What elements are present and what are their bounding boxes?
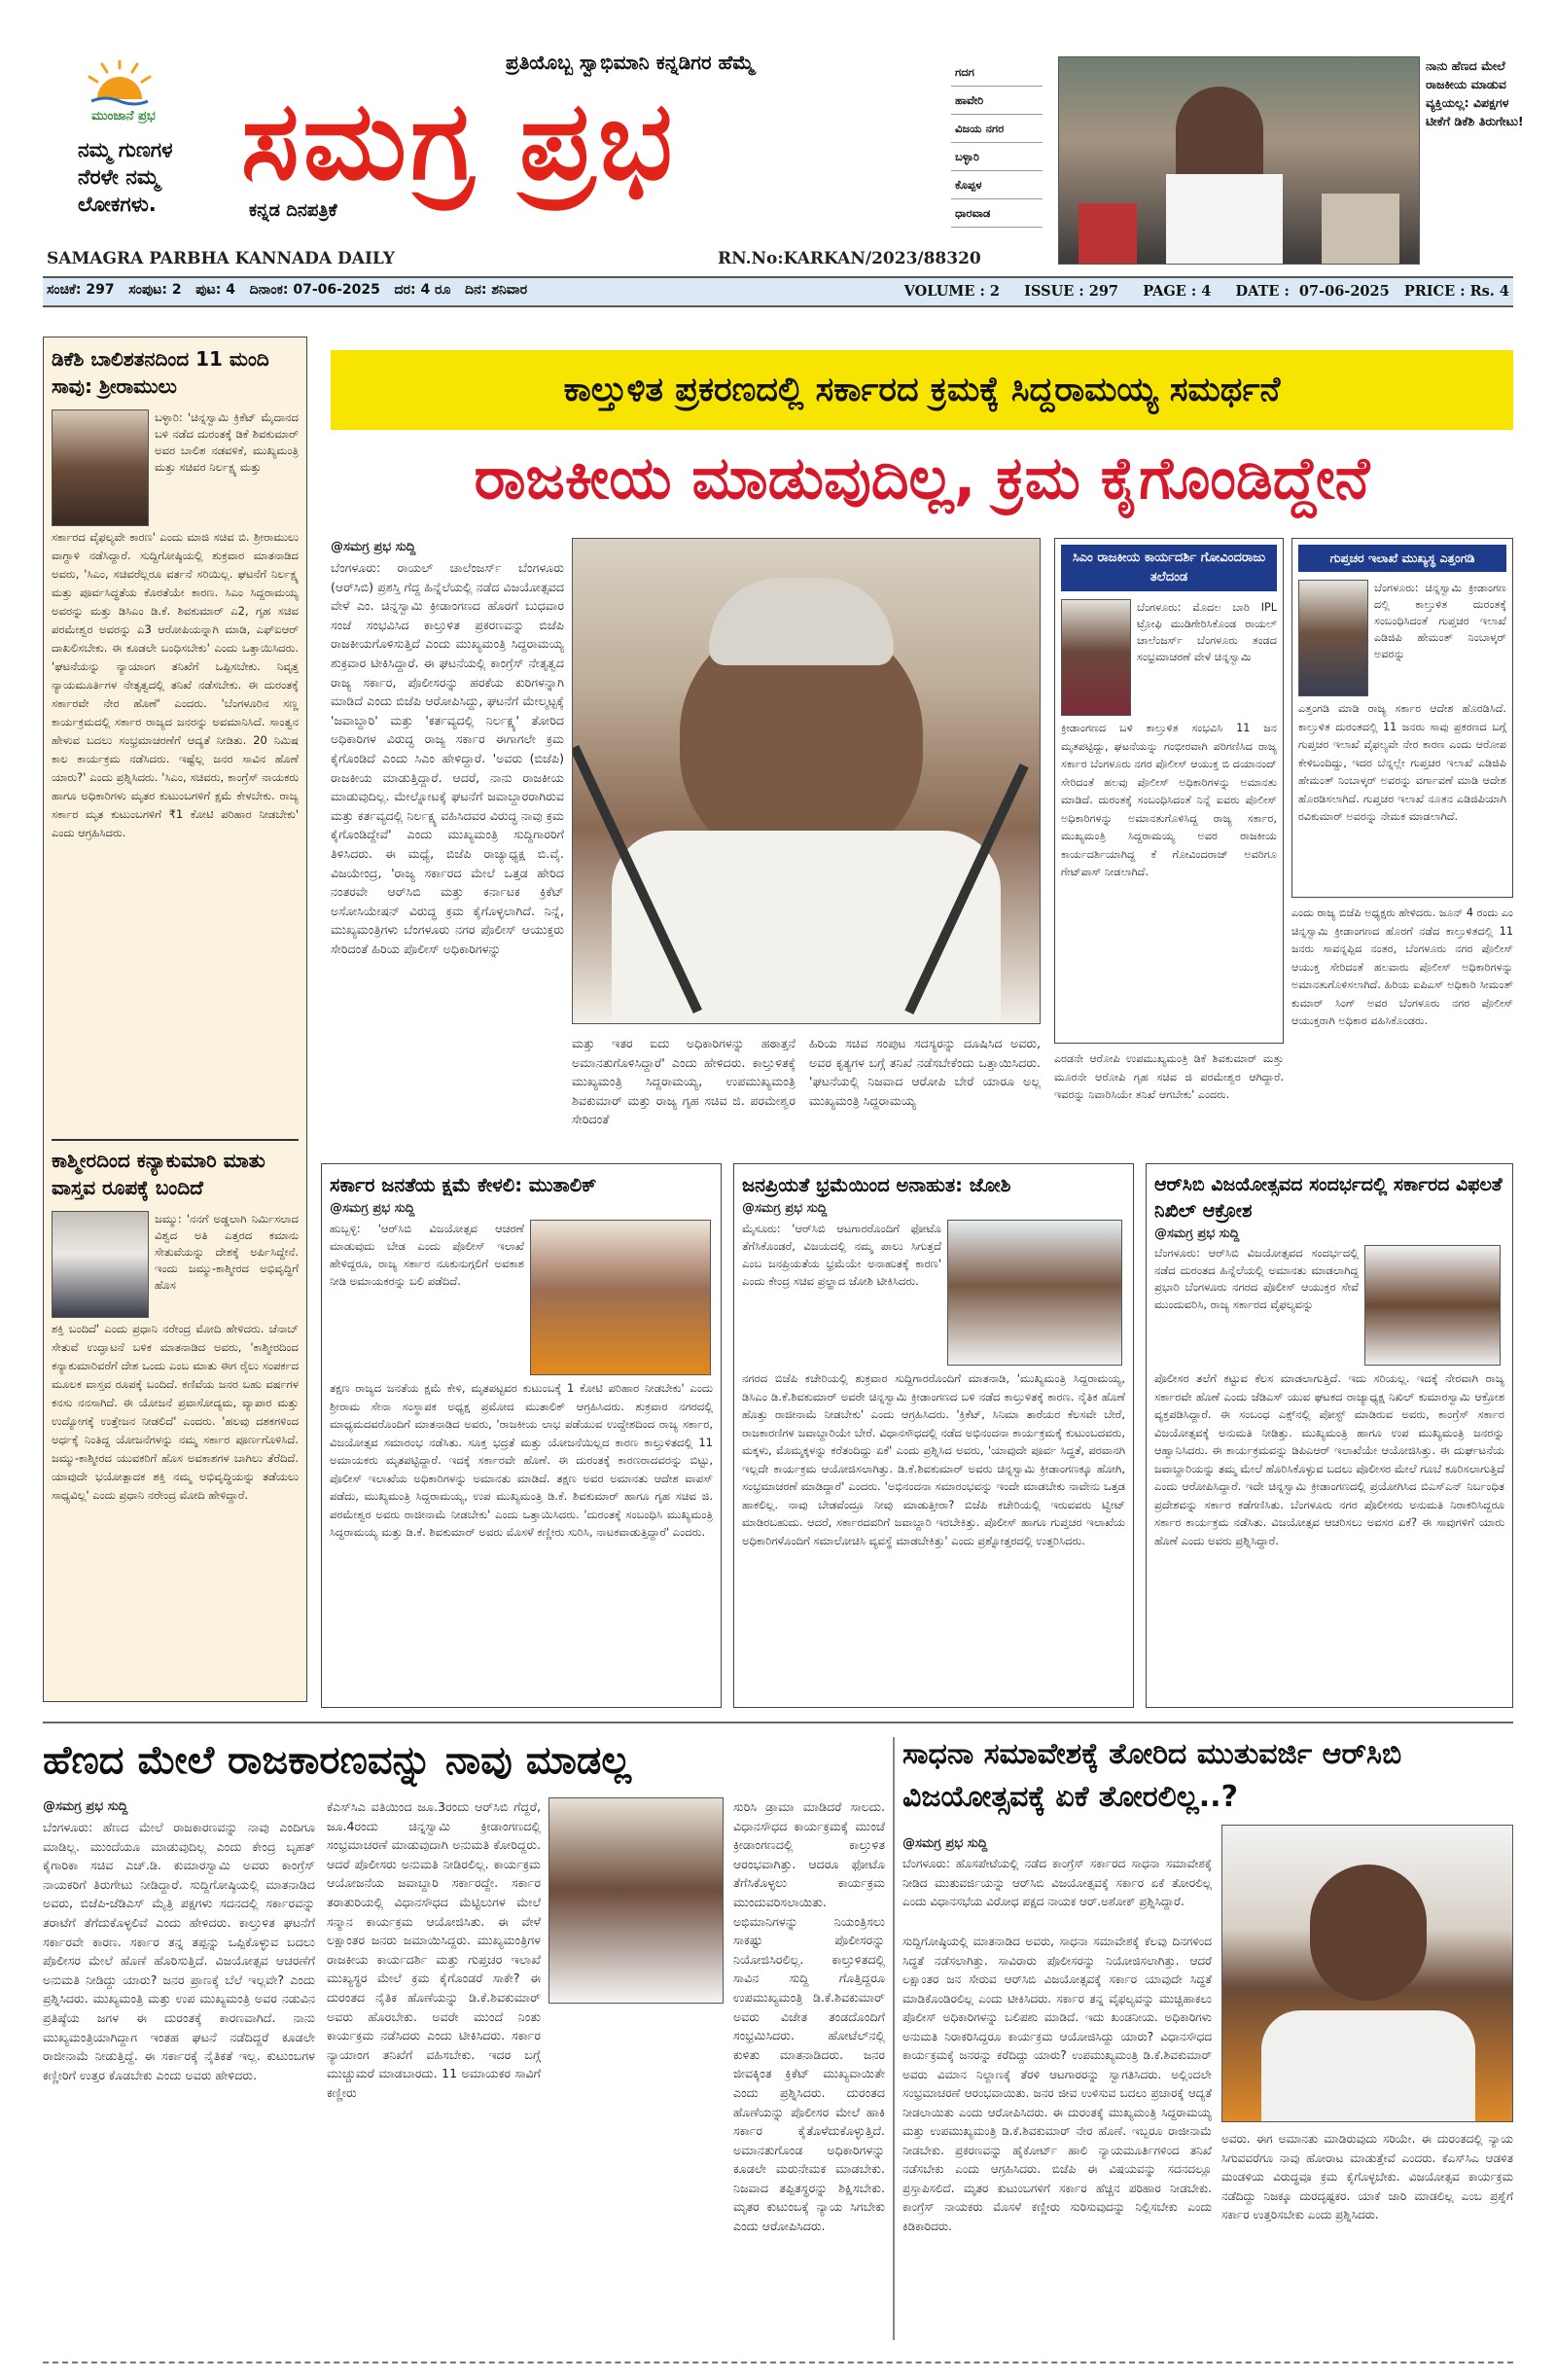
joshi-photo (947, 1220, 1122, 1366)
masthead (0, 0, 1556, 277)
story-joshi (733, 1163, 1134, 1708)
ear-caption: ನಾನು ಹೆಣದ ಮೇಲೆ ರಾಜಕೀಯ ಮಾಡುವ ವ್ಯಕ್ತಿಯಲ್ಲ: ವಿಪಕ್ಷಗಳ ಟೀಕೆಗೆ ಡಿಕೆಶಿ ತಿರುಗೇಟು! (1426, 58, 1524, 128)
paper-subtitle: ಕನ್ನಡ ದಿನಪತ್ರಿಕೆ (249, 200, 337, 221)
nikhil-photo (1364, 1245, 1501, 1366)
ashok-intro: ಬೆಂಗಳೂರು: ಹೊಸಪೇಟೆಯಲ್ಲಿ ನಡೆದ ಕಾಂಗ್ರೆಸ್ ಸರ್ಕಾರದ ಸಾಧನಾ ಸಮಾವೇಶಕ್ಕೆ ನೀಡಿದ ಮುತುವರ್ಜಿಯನ್ನು ಆರ್‌ಸಿಬಿ ವಿಜಯೋತ್ಸವಕ್ಕೆ ಸರ್ಕಾರ ಏಕೆ ತೋರಲಿಲ್ಲ ಎಂದು ವಿಧಾನಸಭೆಯ ವಿರೋಧ ಪಕ್ಷದ ನಾಯಕ ಆರ್.ಅಶೋಕ್ ಪ್ರಶ್ನಿಸಿದ್ದಾರೆ. (902, 1857, 1212, 1908)
govindaraju-photo (1061, 599, 1131, 716)
story-muthalik (321, 1163, 722, 1708)
ashok-tail: ಅವರು. ಈಗ ಅಮಾನತು ಮಾಡಿರುವುದು ಸರಿಯೇ. ಈ ದುರಂತದಲ್ಲಿ ನ್ಯಾಯ ಸಿಗುವವರೆಗೂ ನಾವು ಹೋರಾಟ ಮಾಡುತ್ತೇವೆ ಎಂದರು. ಕೆಎಸ್‌ಸಿಎ ಆಡಳಿತ ಮಂಡಳಿಯ ವಿರುದ್ಧವೂ ಕ್ರಮ ಕೈಗೊಳ್ಳಬೇಕು. ವಿಜಯೋತ್ಸವ ಕಾರ್ಯಕ್ರಮ ನಡೆದಿದ್ದು ನಿಜಕ್ಕೂ ದುರದೃಷ್ಟಕರ. ಯಾಕೆ ಜಾರಿ ಮಾಡಲಿಲ್ಲ ಎಂಬ ಪ್ರಶ್ನೆಗೆ ಸರ್ಕಾರ ಉತ್ತರಿಸಬೇಕು ಎಂದು ಪ್ರಶ್ನಿಸಿದರು. (1221, 2132, 1513, 2221)
nikhil-body: ಪೊಲೀಸರ ತಲೆಗೆ ಕಟ್ಟುವ ಕೆಲಸ ಮಾಡಲಾಗುತ್ತಿದೆ. ಇದು ಸರಿಯಲ್ಲ. ಇದಕ್ಕೆ ನೇರವಾಗಿ ರಾಜ್ಯ ಸರ್ಕಾರವೇ ಹೊಣೆ ಎಂದು ಜೆಡಿಎಸ್ ಯುವ ಘಟಕದ ರಾಜ್ಯಾಧ್ಯಕ್ಷ ನಿಖಿಲ್ ಕುಮಾರಸ್ವಾಮಿ ಆಕ್ರೋಶ ವ್ಯಕ್ತಪಡಿಸಿದ್ದಾರೆ. ಈ ಸಂಬಂಧ ಎಕ್ಸ್‌ನಲ್ಲಿ ಪೋಸ್ಟ್ ಮಾಡಿರುವ ಅವರು, ಕಾಂಗ್ರೆಸ್ ಸರ್ಕಾರ ವಿಜಯೋತ್ಸವಕ್ಕೆ ಅನುಮತಿ ನೀಡಿತ್ತು. ಮುಖ್ಯಮಂತ್ರಿ ಹಾಗೂ ಉಪ ಮುಖ್ಯಮಂತ್ರಿ ಜನರನ್ನು ಆಹ್ವಾನಿಸಿದರು. ಈ ಕಾರ್ಯಕ್ರಮವನ್ನು ಡಿಪಿಎಆರ್ ಇಲಾಖೆಯೇ ಆಯೋಜಿಸಿತ್ತು. ಈ ದುರ್ಘಟನೆಯ ಜವಾಬ್ದಾರಿಯನ್ನು ತಮ್ಮ ಮೇಲೆ ಹೊರಿಸಿಕೊಳ್ಳುವ ಬದಲು ಪೊಲೀಸರ ಮೇಲೆ ಗೂಬೆ ಕೂರಿಸಲಾಗುತ್ತಿದೆ ಎಂದು ಆರೋಪಿಸಿದ್ದಾರೆ. ಇದೇ ಚಿನ್ನಸ್ವಾಮಿ ಕ್ರೀಡಾಂಗಣದಲ್ಲಿ ಪ್ರಯೋಗಿಸಿದ ಬಿಎಸ್‌ಎನ್ ನಿರ್ಬಂಧಿತ ಪ್ರದೇಶವನ್ನು ಸರ್ಕಾರ ಕಡೆಗಣಿಸಿತು. ಬೆಂಗಳೂರು ನಗರ ಪೊಲೀಸರು ಅನುಮತಿ ನಿರಾಕರಿಸಿದ್ದರೂ ಸರ್ಕಾರ ಕಾರ್ಯಕ್ರಮ ನಡೆಸಿತು. ವಿಜಯೋತ್ಸವ ಆಚರಿಸಲು ಅವಸರ ಏಕೆ? ಈ ಸಾವುಗಳಿಗೆ ಯಾರು ಹೊಣೆ ಎಂದು ಅವರು ಪ್ರಶ್ನಿಸಿದ್ದಾರೆ. (1154, 1371, 1504, 1547)
city-item: ಹಾವೇರಿ (951, 87, 1043, 115)
sun-logo-icon (86, 60, 154, 109)
muthalik-intro: ಹುಬ್ಬಳ್ಳಿ: 'ಆರ್‌ಸಿಬಿ ವಿಜಯೋತ್ಸವ ಆಚರಣೆ ಮಾಡುವುದು ಬೇಡ ಎಂದು ಪೊಲೀಸ್ ಇಲಾಖೆ ಹೇಳಿದ್ದರೂ, ರಾಜ್ಯ ಸರ್ಕಾರ ನೂಕುನುಗ್ಗಲಿಗೆ ಅವಕಾಶ ನೀಡಿ ಅಮಾಯಕರನ್ನು ಬಲಿ ಪಡೆದಿದೆ. (330, 1222, 524, 1288)
muthalik-photo (530, 1220, 711, 1375)
nikhil-byline: @ಸಮಗ್ರ ಪ್ರಭ ಸುದ್ದಿ (1154, 1226, 1240, 1241)
muthalik-body: ತಕ್ಷಣ ರಾಜ್ಯದ ಜನತೆಯ ಕ್ಷಮೆ ಕೇಳಿ, ಮೃತಪಟ್ಟವರ ಕುಟುಂಬಕ್ಕೆ 1 ಕೋಟಿ ಪರಿಹಾರ ನೀಡಬೇಕು' ಎಂದು ಶ್ರೀರಾಮ ಸೇನಾ ಸಂಸ್ಥಾಪಕ ಅಧ್ಯಕ್ಷ ಪ್ರಮೋದ ಮುತಾಲಿಕ್ ಆಗ್ರಹಿಸಿದರು. ಶುಕ್ರವಾರ ನಗರದಲ್ಲಿ ಮಾಧ್ಯಮದವರೊಂದಿಗೆ ಮಾತನಾಡಿದ ಅವರು, 'ರಾಜಕೀಯ ಲಾಭ ಪಡೆಯುವ ಉದ್ದೇಶದಿಂದ ರಾಜ್ಯ ಸರ್ಕಾರ, ವಿಜಯೋತ್ಸವ ಸಮಾರಂಭ ನಡೆಸಿತು. ಸೂಕ್ತ ಭದ್ರತೆ ಮತ್ತು ಯೋಜನೆಯಿಲ್ಲದ ಕಾರಣ ಕಾಲ್ತುಳಿತದಲ್ಲಿ 11 ಅಮಾಯಕರು ಮೃತಪಟ್ಟಿದ್ದಾರೆ. ಇದಕ್ಕೆ ಸರ್ಕಾರವೇ ಹೊಣೆ. ಈ ದುರಂತಕ್ಕೆ ಕಾರಣರಾದವರನ್ನು ಬಿಟ್ಟು, ಪೊಲೀಸ್ ಇಲಾಖೆಯ ಅಧಿಕಾರಿಗಳನ್ನು ಅಮಾನತು ಮಾಡಿದೆ. ತಕ್ಷಣ ಅವರ ಅಮಾನತು ಆದೇಶ ವಾಪಸ್ ಪಡೆದು, ಮುಖ್ಯಮಂತ್ರಿ ಸಿದ್ದರಾಮಯ್ಯ, ಉಪ ಮುಖ್ಯಮಂತ್ರಿ ಡಿ.ಕೆ. ಶಿವಕುಮಾರ್ ಹಾಗೂ ಗೃಹ ಸಚಿವ ಜಿ. ಪರಮೇಶ್ವರ ಅವರು ರಾಜೀನಾಮೆ ನೀಡಬೇಕು' ಎಂದು ಒತ್ತಾಯಿಸಿದರು. 'ದುರಂತಕ್ಕೆ ಸಂಬಂಧಿಸಿ ಮುಖ್ಯಮಂತ್ರಿ ಸಿದ್ದರಾಮಯ್ಯ ಮತ್ತು ಡಿ.ಕೆ. ಶಿವಕುಮಾರ್ ಅವರು ಮೊಸಳೆ ಕಣ್ಣೀರು ಸುರಿಸಿ, ನಾಟಕವಾಡುತ್ತಿದ್ದಾರೆ' ಎಂದರು. (330, 1381, 713, 1539)
sriramulu-photo (52, 409, 149, 526)
kumaraswamy-headline: ಹೆಣದ ಮೇಲೆ ರಾಜಕಾರಣವನ್ನು ನಾವು ಮಾಡಲ್ಲ (43, 1738, 632, 1783)
ashok-photo (1221, 1825, 1513, 2122)
lead-col1: ಬೆಂಗಳೂರು: ರಾಯಲ್ ಚಾಲೆಂಜರ್ಸ್ ಬೆಂಗಳೂರು (ಆರ್‌ಸಿಬಿ) ಪ್ರಶಸ್ತಿ ಗೆದ್ದ ಹಿನ್ನೆಲೆಯಲ್ಲಿ ನಡೆದ ವಿಜಯೋತ್ಸವದ ವೇಳೆ ಎಂ. ಚಿನ್ನಸ್ವಾಮಿ ಕ್ರೀಡಾಂಗಣದ ಹೊರಗೆ ಬುಧವಾರ ಸಂಜೆ ಸಂಭವಿಸಿದ ಕಾಲ್ತುಳಿತ ಪ್ರಕರಣವನ್ನು ಬಿಜೆಪಿ ರಾಜಕೀಯಗೊಳಿಸುತ್ತಿದೆ ಎಂದು ಮುಖ್ಯಮಂತ್ರಿ ಸಿದ್ದರಾಮಯ್ಯ ಶುಕ್ರವಾರ ಟೀಕಿಸಿದ್ದಾರೆ. ಈ ಘಟನೆಯಲ್ಲಿ ಕಾಂಗ್ರೆಸ್ ನೇತೃತ್ವದ ರಾಜ್ಯ ಸರ್ಕಾರ, ಪೊಲೀಸರನ್ನು ಹರಕೆಯ ಕುರಿಗಳನ್ನಾಗಿ ಮಾಡಿದೆ ಎಂದು ಬಿಜೆಪಿ ಆರೋಪಿಸಿದ್ದು, ಘಟನೆಗೆ ಮೇಲ್ಮಟ್ಟಕ್ಕೆ 'ಜವಾಬ್ದಾರಿ' ಮತ್ತು 'ಕರ್ತವ್ಯದಲ್ಲಿ ನಿರ್ಲಕ್ಷ್ಯ' ತೋರಿದ ಅಧಿಕಾರಿಗಳ ವಿರುದ್ಧ ರಾಜ್ಯ ಸರ್ಕಾರ ಈಗಾಗಲೇ ಕ್ರಮ ಕೈಗೊಂಡಿದೆ ಎಂದು ಸಿಎಂ ಹೇಳಿದ್ದಾರೆ. 'ಅವರು (ಬಿಜೆಪಿ) ರಾಜಕೀಯ ಮಾಡುತ್ತಿದ್ದಾರೆ. ಆದರೆ, ನಾನು ರಾಜಕೀಯ ಮಾಡುವುದಿಲ್ಲ. ಮೇಲ್ನೋಟಕ್ಕೆ ಘಟನೆಗೆ ಜವಾಬ್ದಾರರಾಗಿರುವ ಮತ್ತು ಕರ್ತವ್ಯದಲ್ಲಿ ನಿರ್ಲಕ್ಷ್ಯ ವಹಿಸಿದವರ ವಿರುದ್ಧ ನಾವು ಕ್ರಮ ಕೈಗೊಂಡಿದ್ದೇವೆ' ಎಂದು ಮುಖ್ಯಮಂತ್ರಿ ಸುದ್ದಿಗಾರರಿಗೆ ತಿಳಿಸಿದರು. ಈ ಮಧ್ಯೆ, ಬಿಜೆಪಿ ರಾಜ್ಯಾಧ್ಯಕ್ಷ ಬಿ.ವೈ. ವಿಜಯೇಂದ್ರ, 'ರಾಜ್ಯ ಸರ್ಕಾರದ ಮೇಲೆ ಒತ್ತಡ ಹೇರಿದ ನಂತರವೇ ಆರ್‌ಸಿಬಿ ಮತ್ತು ಕರ್ನಾಟಕ ಕ್ರಿಕೆಟ್ ಅಸೋಸಿಯೇಷನ್ ವಿರುದ್ಧ ಕ್ರಮ ಕೈಗೊಳ್ಳಲಾಗಿದೆ. ನಿನ್ನೆ, ಮುಖ್ಯಮಂತ್ರಿಗಳು ಬೆಂಗಳೂರು ನಗರ ಪೊಲೀಸ್ ಆಯುಕ್ತರು ಸೇರಿದಂತೆ ಹಿರಿಯ ಪೊಲೀಸ್ ಅಧಿಕಾರಿಗಳನ್ನು (331, 560, 564, 956)
nimbalkar-photo (1298, 580, 1368, 696)
rn-number: RN.No:KARKAN/2023/88320 (718, 249, 981, 268)
ashok-headline: ಸಾಧನಾ ಸಮಾವೇಶಕ್ಕೆ ತೋರಿದ ಮುತುವರ್ಜಿ ಆರ್‌ಸಿಬಿ ವಿಜಯೋತ್ಸವಕ್ಕೆ ಏಕೆ ತೋರಲಿಲ್ಲ..? (902, 1737, 1402, 1814)
ear-photo (1058, 56, 1420, 265)
joshi-body: ನಗರದ ಬಿಜೆಪಿ ಕಚೇರಿಯಲ್ಲಿ ಶುಕ್ರವಾರ ಸುದ್ದಿಗಾರರೊಂದಿಗೆ ಮಾತನಾಡಿ, 'ಮುಖ್ಯಮಂತ್ರಿ ಸಿದ್ದರಾಮಯ್ಯ, ಡಿಸಿಎಂ ಡಿ.ಕೆ.ಶಿವಕುಮಾರ್ ಅವರೇ ಚಿನ್ನಸ್ವಾಮಿ ಕ್ರೀಡಾಂಗಣದ ಬಳಿ ನಡೆದ ಕಾಲ್ತುಳಿತಕ್ಕೆ ಕಾರಣ. ನೈತಿಕ ಹೊಣೆ ಹೊತ್ತು ರಾಜೀನಾಮೆ ನೀಡಬೇಕು' ಎಂದು ಆಗ್ರಹಿಸಿದರು. 'ಕ್ರಿಕೆಟ್, ಸಿನಿಮಾ ತಾರೆಯರ ಕೆಲಸವೇ ಬೇರೆ, ರಾಜಕಾರಣಿಗಳ ಜವಾಬ್ದಾರಿಯೇ ಬೇರೆ. ವಿಧಾನಸೌಧದಲ್ಲಿ ನಡೆದ ಅಭಿನಂದನಾ ಕಾರ್ಯಕ್ರಮಕ್ಕೆ ಕುಟುಂಬದವರು, ಮಕ್ಕಳು, ಮೊಮ್ಮಕ್ಕಳನ್ನು ಕರೆತಂದಿದ್ದು ಏಕೆ' ಎಂದು ಪ್ರಶ್ನಿಸಿದ ಅವರು, 'ಯಾವುದೇ ಪೂರ್ವ ಸಿದ್ಧತೆ, ಪರವಾನಗಿ ಇಲ್ಲದೇ ಕಾರ್ಯಕ್ರಮ ಆಯೋಜಿಸಲಾಗಿತ್ತು. ಡಿ.ಕೆ.ಶಿವಕುಮಾರ್ ಅವರು ಚಿನ್ನಸ್ವಾಮಿ ಕ್ರೀಡಾಂಗಣಕ್ಕೂ ಹೋಗಿ, ಸಂಭ್ರಮಾಚರಣೆ ಮಾಡಿದ್ದಾರೆ' ಎಂದರು. 'ಅಭಿನಂದನಾ ಸಮಾರಂಭವನ್ನು ಇಂದೇ ಮಾಡಬೇಕು ನಾವೇನು ಒತ್ತಡ ಹಾಕಲಿಲ್ಲ. ನಾವು ಬೇಡವೆಂದ್ರೂ ನೀವು ಮಾಡುತ್ತೀರಾ? ಬಿಜೆಪಿ ಕಚೇರಿಯಲ್ಲಿ ಇರುವವರು ಟ್ವೀಟ್ ಮಾಡಿರಬಹುದು. ಆದರೆ, ಸರ್ಕಾರದವರಿಗೆ ಜವಾಬ್ದಾರಿ ಇರಬೇಕಿತ್ತು. ಪೊಲೀಸ್ ಹಾಗೂ ಗುಪ್ತಚರ ಇಲಾಖೆಯ ಅಧಿಕಾರಿಗಳೊಂದಿಗೆ ಸಮಾಲೋಚಿಸಿ ವ್ಯವಸ್ಥೆ ಮಾಡಬೇಕಿತ್ತು' ಎಂದು ಪ್ರಶ್ನೋತ್ತರದಲ್ಲಿ ಉತ್ತರಿಸಿದರು. (742, 1371, 1125, 1547)
lead-kicker-text: ಕಾಲ್ತುಳಿತ ಪ್ರಕರಣದಲ್ಲಿ ಸರ್ಕಾರದ ಕ್ರಮಕ್ಕೆ ಸಿದ್ದರಾಮಯ್ಯ ಸಮರ್ಥನೆ (563, 371, 1281, 409)
bottom-rule (43, 2362, 1513, 2363)
city-item: ಗದಗ (951, 58, 1043, 87)
side2-body: ಎತ್ತಂಗಡಿ ಮಾಡಿ ರಾಜ್ಯ ಸರ್ಕಾರ ಆದೇಶ ಹೊರಡಿಸಿದೆ. ಕಾಲ್ತುಳಿತ ದುರಂತದಲ್ಲಿ 11 ಜನರು ಸಾವು ಪ್ರಕರಣದ ಬಗ್ಗೆ ಗುಪ್ತಚರ ಇಲಾಖೆ ವೈಫಲ್ಯವೇ ನೇರ ಕಾರಣ ಎಂದು ಆರೋಪ ಕೇಳಿಬಂದಿದ್ದು, ಇದರ ಬೆನ್ನಲ್ಲೇ ಗುಪ್ತಚರ ಇಲಾಖೆ ಎಡಿಜಿಪಿ ಹೇಮಂತ್ ನಿಂಬಾಳ್ಕರ್ ಅವರನ್ನು ವರ್ಗಾವಣೆ ಮಾಡಿ ಆದೇಶ ಹೊರಡಿಸಲಾಗಿದೆ. ಗುಪ್ತಚರ ಇಲಾಖೆ ನೂತನ ಎಡಿಜಿಪಿಯಾಗಿ ರವಿಕುಮಾರ್ ಅವರನ್ನು ನೇಮಕ ಮಾಡಲಾಗಿದೆ. (1298, 702, 1506, 823)
kumaraswamy-col2: ಕೆಎಸ್‌ಸಿಎ ವತಿಯಿಂದ ಜೂ.3ರಂದು ಆರ್‌ಸಿಬಿ ಗೆದ್ದರೆ, ಜೂ.4ರಂದು ಚಿನ್ನಸ್ವಾಮಿ ಕ್ರೀಡಾಂಗಣದಲ್ಲಿ ಸಂಭ್ರಮಾಚರಣೆ ಮಾಡುವುದಾಗಿ ಅನುಮತಿ ಕೋರಿದ್ದರು. ಆದರೆ ಪೊಲೀಸರು ಅನುಮತಿ ನೀಡಿರಲಿಲ್ಲ. ಕಾರ್ಯಕ್ರಮ ಆಯೋಜನೆಯ ಜವಾಬ್ದಾರಿ ಸರ್ಕಾರದ್ದೇ. ಸರ್ಕಾರ ತರಾತುರಿಯಲ್ಲಿ ವಿಧಾನಸೌಧದ ಮೆಟ್ಟಿಲುಗಳ ಮೇಲೆ ಸನ್ಮಾನ ಕಾರ್ಯಕ್ರಮ ಆಯೋಜಿಸಿತು. ಈ ವೇಳೆ ಲಕ್ಷಾಂತರ ಜನರು ಜಮಾಯಿಸಿದ್ದರು. ಮುಖ್ಯಮಂತ್ರಿಗಳ ರಾಜಕೀಯ ಕಾರ್ಯದರ್ಶಿ ಮತ್ತು ಗುಪ್ತಚರ ಇಲಾಖೆ ಮುಖ್ಯಸ್ಥರ ಮೇಲೆ ಕ್ರಮ ಕೈಗೊಂಡರೆ ಸಾಕೇ? ಈ ದುರಂತದ ನೈತಿಕ ಹೊಣೆಯನ್ನು ಡಿ.ಕೆ.ಶಿವಕುಮಾರ್ ಅವರು ಹೊರಬೇಕು. ಅವರೇ ಮುಂದೆ ನಿಂತು ಕಾರ್ಯಕ್ರಮ ನಡೆಸಿದರು ಎಂದು ಟೀಕಿಸಿದರು. ಸರ್ಕಾರ ನ್ಯಾಯಾಂಗ ತನಿಖೆಗೆ ವಹಿಸಬೇಕು. ಇದರ ಬಗ್ಗೆ ಮುಚ್ಚುಮರೆ ಮಾಡಬಾರದು. 11 ಅಮಾಯಕರ ಸಾವಿಗೆ ಕಣ್ಣೀರು (327, 1799, 541, 2100)
city-item: ಧಾರವಾಡ (951, 199, 1043, 228)
kumaraswamy-col1: ಬೆಂಗಳೂರು: ಹೆಣದ ಮೇಲೆ ರಾಜಕಾರಣವನ್ನು ನಾವು ಎಂದಿಗೂ ಮಾಡಿಲ್ಲ. ಮುಂದೆಯೂ ಮಾಡುವುದಿಲ್ಲ ಎಂದು ಕೇಂದ್ರ ಬೃಹತ್ ಕೈಗಾರಿಕಾ ಸಚಿವ ಎಚ್.ಡಿ. ಕುಮಾರಸ್ವಾಮಿ ಅವರು ಕಾಂಗ್ರೆಸ್ ನಾಯಕರಿಗೆ ತಿರುಗೇಟು ನೀಡಿದ್ದಾರೆ. ಸುದ್ದಿಗೋಷ್ಠಿಯಲ್ಲಿ ಮಾತನಾಡಿದ ಅವರು, ಬಿಜೆಪಿ-ಜೆಡಿಎಸ್ ಮೈತ್ರಿ ಪಕ್ಷಗಳು ಸದನದಲ್ಲಿ ಸರ್ಕಾರವನ್ನು ತರಾಟೆಗೆ ತೆಗೆದುಕೊಳ್ಳಲಿವೆ ಎಂದು ಹೇಳಿದರು. ಕಾಲ್ತುಳಿತ ಘಟನೆಗೆ ಸರ್ಕಾರವೇ ಕಾರಣ. ಸರ್ಕಾರ ತನ್ನ ತಪ್ಪನ್ನು ಒಪ್ಪಿಕೊಳ್ಳುವ ಬದಲು ಪೊಲೀಸರ ಮೇಲೆ ಹೊಣೆ ಹೊರಿಸುತ್ತಿದೆ. ವಿಜಯೋತ್ಸವ ಆಚರಣೆಗೆ ಅನುಮತಿ ನೀಡಿದ್ದು ಯಾರು? ಜನರ ಪ್ರಾಣಕ್ಕೆ ಬೆಲೆ ಇಲ್ಲವೇ? ಎಂದು ಪ್ರಶ್ನಿಸಿದರು. ಮುಖ್ಯಮಂತ್ರಿ ಮತ್ತು ಉಪ ಮುಖ್ಯಮಂತ್ರಿ ಅವರ ನಡುವಿನ ಪ್ರತಿಷ್ಠೆಯ ಜಗಳ ಈ ದುರಂತಕ್ಕೆ ಕಾರಣವಾಗಿದೆ. ನಾನು ಮುಖ್ಯಮಂತ್ರಿಯಾಗಿದ್ದಾಗ ಇಂತಹ ಘಟನೆ ನಡೆದಿದ್ದರೆ ಕೂಡಲೇ ರಾಜೀನಾಮೆ ನೀಡುತ್ತಿದ್ದೆ. ಈ ಸರ್ಕಾರಕ್ಕೆ ನೈತಿಕತೆ ಇಲ್ಲ. ಕುಟುಂಬಗಳ ಕಣ್ಣೀರಿಗೆ ಉತ್ತರ ಕೊಡಬೇಕು ಎಂದು ಅವರು ಹೇಳಿದರು. (43, 1820, 315, 2082)
lead-col5: ಎಂದು ರಾಜ್ಯ ಬಿಜೆಪಿ ಅಧ್ಯಕ್ಷರು ಹೇಳಿದರು. ಜೂನ್ 4 ರಂದು ಎಂ ಚಿನ್ನಸ್ವಾಮಿ ಕ್ರೀಡಾಂಗಣದ ಹೊರಗೆ ನಡೆದ ಕಾಲ್ತುಳಿತದಲ್ಲಿ 11 ಜನರು ಸಾವನ್ನಪ್ಪಿದ ನಂತರ, ಬೆಂಗಳೂರು ನಗರ ಪೊಲೀಸ್ ಆಯುಕ್ತ ಸೇರಿದಂತೆ ಹಲವಾರು ಪೊಲೀಸ್ ಅಧಿಕಾರಿಗಳನ್ನು ಅಮಾನತುಗೊಳಿಸಲಾಗಿದೆ. ಹಿರಿಯ ಐಪಿಎಸ್ ಅಧಿಕಾರಿ ಸೀಮಂತ್ ಕುಮಾರ್ ಸಿಂಗ್ ಅವರ ಬೆಂಗಳೂರು ನಗರ ಪೊಲೀಸ್ ಆಯುಕ್ತರಾಗಿ ಅಧಿಕಾರ ವಹಿಸಿಕೊಂಡರು. (1291, 906, 1513, 1027)
slogan: ನಮ್ಮ ಗುಣಗಳ ನೆರಳೇ ನಮ್ಮ ಲೋಕಗಳು. (78, 138, 173, 216)
left-column (43, 337, 307, 1702)
story1-headline: ಡಿಕೆಶಿ ಬಾಲಿಶತನದಿಂದ 11 ಮಂದಿ ಸಾವು: ಶ್ರೀರಾಮುಲು (52, 347, 269, 398)
kumaraswamy-byline: @ಸಮಗ್ರ ಪ್ರಭ ಸುದ್ದಿ (43, 1799, 128, 1814)
tagline: ಪ್ರತಿಯೊಬ್ಬ ಸ್ವಾಭಿಮಾನಿ ಕನ್ನಡಿಗರ ಹೆಮ್ಮೆ (506, 51, 755, 74)
story2-headline: ಕಾಶ್ಮೀರದಿಂದ ಕನ್ಯಾಕುಮಾರಿ ಮಾತು ವಾಸ್ತವ ರೂಪಕ್ಕೆ ಬಂದಿದೆ (52, 1148, 265, 1199)
story-nikhil (1146, 1163, 1513, 1708)
logo-caption: ಮುಂಜಾನೆ ಪ್ರಭ (91, 109, 156, 124)
bottom-vdivider (893, 1737, 895, 2340)
side2-headline: ಗುಪ್ತಚರ ಇಲಾಖೆ ಮುಖ್ಯಸ್ಥ ಎತ್ತಂಗಡಿ (1298, 545, 1506, 572)
city-item: ಬಳ್ಳಾರಿ (951, 143, 1043, 171)
city-list (951, 58, 1043, 228)
joshi-byline: @ಸಮಗ್ರ ಪ್ರಭ ಸುದ್ದಿ (742, 1201, 828, 1216)
side-story-nimbalkar (1291, 538, 1513, 898)
side1-headline: ಸಿಎಂ ರಾಜಕೀಯ ಕಾರ್ಯದರ್ಶಿ ಗೋವಿಂದರಾಜು ತಲೆದಂಡ (1061, 545, 1277, 591)
info-bar-en: VOLUME : 2 ISSUE : 297 PAGE : 4 DATE : 07-06-2025 PRICE : Rs. 4 (903, 283, 1509, 300)
lead-col4: ಎರಡನೇ ಆರೋಪಿ ಉಪಮುಖ್ಯಮಂತ್ರಿ ಡಿಕೆ ಶಿವಕುಮಾರ್ ಮತ್ತು ಮೂರನೇ ಆರೋಪಿ ಗೃಹ ಸಚಿವ ಜಿ ಪರಮೇಶ್ವರ ಆಗಿದ್ದಾರೆ. ಇವರನ್ನು ನಿವಾರಿಸಿಯೇ ತನಿಖೆ ಆಗಬೇಕು' ಎಂದರು. (1054, 1052, 1284, 1101)
kumaraswamy-col3: ಸುರಿಸಿ ಡ್ರಾಮಾ ಮಾಡಿದರೆ ಸಾಲದು. ವಿಧಾನಸೌಧದ ಕಾರ್ಯಕ್ರಮಕ್ಕೆ ಮುಂಚೆ ಕ್ರೀಡಾಂಗಣದಲ್ಲಿ ಕಾಲ್ತುಳಿತ ಆರಂಭವಾಗಿತ್ತು. ಆದರೂ ಫೋಟೊ ತೆಗೆಸಿಕೊಳ್ಳಲು ಕಾರ್ಯಕ್ರಮ ಮುಂದುವರಿಸಲಾಯಿತು. ಅಭಿಮಾನಿಗಳನ್ನು ನಿಯಂತ್ರಿಸಲು ಸಾಕಷ್ಟು ಪೊಲೀಸರನ್ನು ನಿಯೋಜಿಸಿರಲಿಲ್ಲ. ಕಾಲ್ತುಳಿತದಲ್ಲಿ ಸಾವಿನ ಸುದ್ದಿ ಗೊತ್ತಿದ್ದರೂ ಉಪಮುಖ್ಯಮಂತ್ರಿ ಡಿ.ಕೆ.ಶಿವಕುಮಾರ್ ಅವರು ವಿಜೇತ ತಂಡದೊಂದಿಗೆ ಸಂಭ್ರಮಿಸಿದರು. ಹೋಟೆಲ್‌ನಲ್ಲಿ ಕುಳಿತು ಮಾತನಾಡಿದರು. ಜನರ ಜೀವಕ್ಕಿಂತ ಕ್ರಿಕೆಟ್ ಮುಖ್ಯವಾಯಿತೇ ಎಂದು ಪ್ರಶ್ನಿಸಿದರು. ದುರಂತದ ಹೊಣೆಯನ್ನು ಪೊಲೀಸರ ಮೇಲೆ ಹಾಕಿ ಸರ್ಕಾರ ಕೈತೊಳೆದುಕೊಳ್ಳುತ್ತಿದೆ. ಅಮಾನತುಗೊಂಡ ಅಧಿಕಾರಿಗಳನ್ನು ಕೂಡಲೇ ಮರುನೇಮಕ ಮಾಡಬೇಕು. ನಿಜವಾದ ತಪ್ಪಿತಸ್ಥರನ್ನು ಶಿಕ್ಷಿಸಬೇಕು. ಮೃತರ ಕುಟುಂಬಕ್ಕೆ ನ್ಯಾಯ ಸಿಗಬೇಕು ಎಂದು ಆರೋಪಿಸಿದರು. (733, 1799, 885, 2234)
info-bar-kn: ಸಂಚಿಕೆ: 297 ಸಂಪುಟ: 2 ಪುಟ: 4 ದಿನಾಂಕ: 07-06-2025 ದರ: 4 ರೂ ದಿನ: ಶನಿವಾರ (47, 282, 528, 298)
side1-intro: ಬೆಂಗಳೂರು: ಮೊದಲ ಬಾರಿ IPL ಟ್ರೋಫಿ ಮುಡಿಗೇರಿಸಿಕೊಂಡ ರಾಯಲ್ ಚಾಲೆಂಜರ್ಸ್ ಬೆಂಗಳೂರು ತಂಡದ ಸಂಭ್ರಮಾಚರಣೆ ವೇಳೆ ಚಿನ್ನಸ್ವಾಮಿ (1137, 601, 1277, 663)
english-name: SAMAGRA PARBHA KANNADA DAILY (47, 249, 395, 268)
story2-intro: ಜಮ್ಮು: 'ನನಗೆ ಅಡ್ಡಲಾಗಿ ನಿರ್ಮಿಸಲಾದ ವಿಶ್ವದ ಅತಿ ಎತ್ತರದ ಕಮಾನು ಸೇತುವೆಯನ್ನು ದೇಶಕ್ಕೆ ಅರ್ಪಿಸಿದ್ದೇನೆ. ಇಂದು ಜಮ್ಮು-ಕಾಶ್ಮೀರದ ಅಭಿವೃದ್ಧಿಗೆ ಹೊಸ (155, 1211, 299, 1292)
lead-kicker (331, 350, 1513, 430)
city-item: ವಿಜಯ ನಗರ (951, 115, 1043, 143)
nikhil-intro: ಬೆಂಗಳೂರು: ಆರ್‌ಸಿಬಿ ವಿಜಯೋತ್ಸವದ ಸಂದರ್ಭದಲ್ಲಿ ನಡೆದ ದುರಂತದ ಹಿನ್ನೆಲೆಯಲ್ಲಿ ಅಮಾನತು ಮಾಡಲಾಗಿದ್ದ ಪ್ರಭಾರಿ ಬೆಂಗಳೂರು ನಗರದ ಪೊಲೀಸ್ ಆಯುಕ್ತರ ಸೇವೆ ಮುಂದುವರಿಸಿ, ರಾಜ್ಯ ಸರ್ಕಾರದ ವೈಫಲ್ಯವನ್ನು (1154, 1246, 1359, 1311)
lead-headline: ರಾಜಕೀಯ ಮಾಡುವುದಿಲ್ಲ, ಕ್ರಮ ಕೈಗೊಂಡಿದ್ದೇನೆ (474, 444, 1370, 513)
story-kumaraswamy (43, 1727, 885, 2350)
story1-body: ಸರ್ಕಾರದ ವೈಫಲ್ಯವೇ ಕಾರಣ' ಎಂದು ಮಾಜಿ ಸಚಿವ ಬಿ. ಶ್ರೀರಾಮುಲು ವಾಗ್ದಾಳಿ ನಡೆಸಿದ್ದಾರೆ. ಸುದ್ದಿಗೋಷ್ಠಿಯಲ್ಲಿ ಶುಕ್ರವಾರ ಮಾತನಾಡಿದ ಅವರು, 'ಸಿಎಂ, ಸಚಿವರೆಲ್ಲರೂ ವರ್ತನೆ ಸರಿಯಿಲ್ಲ. ಘಟನೆಗೆ ನಿರ್ಲಕ್ಷ್ಯ ಮತ್ತು ಪೂರ್ವಸಿದ್ಧತೆಯ ಕೊರತೆಯೇ ಕಾರಣ. ಸಿಎಂ ಸಿದ್ದರಾಮಯ್ಯ ಅವರನ್ನು ಮತ್ತು ಡಿಸಿಎಂ ಡಿ.ಕೆ. ಶಿವಕುಮಾರ್ ಎ2, ಗೃಹ ಸಚಿವ ಪರಮೇಶ್ವರ ಅವರನ್ನು ಎ3 ಆರೋಪಿಯನ್ನಾಗಿ ಮಾಡಿ, ಎಫ್‌ಐಆರ್ ದಾಖಲಿಸಬೇಕು. ಈ ಕೂಡಲೇ ಬಂಧಿಸಬೇಕು' ಎಂದು ಒತ್ತಾಯಿಸಿದರು. 'ಘಟನೆಯನ್ನು ನ್ಯಾಯಾಂಗ ತನಿಖೆಗೆ ಒಪ್ಪಿಸಬೇಕು. ನಿವೃತ್ತ ನ್ಯಾಯಮೂರ್ತಿಗಳ ನೇತೃತ್ವದಲ್ಲಿ ತನಿಖೆ ನಡೆಸಬೇಕು. ಈ ದುರಂತಕ್ಕೆ ಸರ್ಕಾರವೇ ನೇರ ಹೊಣೆ' ಎಂದರು. 'ಬೆಂಗಳೂರಿನ ಸಣ್ಣ ಕಾರ್ಯಕ್ರಮದಲ್ಲಿ ಸರ್ಕಾರ ರಾಜ್ಯದ ಜನರನ್ನು ಅವಮಾನಿಸಿದೆ. ಸಾಂತ್ವನ ಹೇಳುವ ಬದಲು ಸಂಭ್ರಮಾಚರಣೆಗೆ ಆದ್ಯತೆ ನೀಡಿತು. 20 ನಿಮಿಷ ಕಾಲ ಕಾರ್ಯಕ್ರಮ ನಡೆಸಿದರು. ಇಷ್ಟೆಲ್ಲ ಜನರ ಸಾವಿನ ಹೊಣೆ ಯಾರು?' ಎಂದು ಪ್ರಶ್ನಿಸಿದರು. 'ಸಿಎಂ, ಸಚಿವರು, ಕಾಂಗ್ರೆಸ್ ನಾಯಕರು ಹಾಗೂ ಅಧಿಕಾರಿಗಳು ಮೃತರ ಕುಟುಂಬಗಳಿಗೆ ಕ್ಷಮೆ ಕೇಳಬೇಕು. ರಾಜ್ಯ ಸರ್ಕಾರ ಮೃತ ಕುಟುಂಬಗಳಿಗೆ ₹1 ಕೋಟಿ ಪರಿಹಾರ ನೀಡಬೇಕು' ಎಂದು ಆಗ್ರಹಿಸಿದರು. (52, 530, 299, 839)
muthalik-headline: ಸರ್ಕಾರ ಜನತೆಯ ಕ್ಷಮೆ ಕೇಳಲಿ: ಮುತಾಲಿಕ್ (330, 1174, 597, 1196)
info-bar (43, 276, 1513, 307)
lead-col3: ಹಿರಿಯ ಸಚಿವ ಸಂಪುಟ ಸದಸ್ಯರನ್ನು ದೂಷಿಸಿದ ಅವರು, ಅವರ ಕೃತ್ಯಗಳ ಬಗ್ಗೆ ತನಿಖೆ ನಡೆಸಬೇಕೆಂದು ಒತ್ತಾಯಿಸಿದರು. 'ಘಟನೆಯಲ್ಲಿ ನಿಜವಾದ ಆರೋಪಿ ಬೇರೆ ಯಾರೂ ಅಲ್ಲ ಮುಖ್ಯಮಂತ್ರಿ ಸಿದ್ದರಾಮಯ್ಯ (809, 1036, 1041, 1108)
paper-title: ಸಮಗ್ರ ಪ್ರಭ (241, 78, 677, 204)
side2-intro: ಬೆಂಗಳೂರು: ಚಿನ್ನಸ್ವಾಮಿ ಕ್ರೀಡಾಂಗಣ ದಲ್ಲಿ ಕಾಲ್ತುಳಿತ ದುರಂತಕ್ಕೆ ಸಂಬಂಧಿಸಿದಂತೆ ಗುಪ್ತಚರ ಇಲಾಖೆ ಎಡಿಜಿಪಿ ಹೇಮಂತ್ ನಿಂಬಾಳ್ಕರ್ ಅವರನ್ನು (1374, 582, 1506, 660)
bottom-divider (43, 1722, 1513, 1723)
kumaraswamy-photo (548, 1797, 724, 2004)
ashok-byline: @ಸಮಗ್ರ ಪ್ರಭ ಸುದ್ದಿ (902, 1836, 988, 1851)
joshi-headline: ಜನಪ್ರಿಯತೆ ಭ್ರಮೆಯಿಂದ ಅನಾಹುತ: ಜೋಶಿ (742, 1174, 1011, 1196)
story2-body: ಶಕ್ತಿ ಬಂದಿದೆ' ಎಂದು ಪ್ರಧಾನಿ ನರೇಂದ್ರ ಮೋದಿ ಹೇಳಿದರು. ಚೆನಾಬ್ ಸೇತುವೆ ಉದ್ಘಾಟನೆ ಬಳಿಕ ಮಾತನಾಡಿದ ಅವರು, 'ಕಾಶ್ಮೀರದಿಂದ ಕನ್ಯಾಕುಮಾರಿವರೆಗೆ ದೇಶ ಒಂದು ಎಂಬ ಮಾತು ಈಗ ರೈಲು ಸಂಪರ್ಕದ ಮೂಲಕ ವಾಸ್ತವ ರೂಪಕ್ಕೆ ಬಂದಿದೆ. ಕಣಿವೆಯ ಜನರ ಬಹು ವರ್ಷಗಳ ಕನಸು ನನಸಾಗಿದೆ. ಈ ಯೋಜನೆ ಪ್ರವಾಸೋದ್ಯಮ, ವ್ಯಾಪಾರ ಮತ್ತು ಉದ್ಯೋಗಕ್ಕೆ ಉತ್ತೇಜನ ನೀಡಲಿದೆ' ಎಂದರು. 'ಹಲವು ದಶಕಗಳಿಂದ ಅರ್ಧಕ್ಕೆ ನಿಂತಿದ್ದ ಯೋಜನೆಗಳನ್ನು ನಮ್ಮ ಸರ್ಕಾರ ಪೂರ್ಣಗೊಳಿಸಿದೆ. ಜಮ್ಮು-ಕಾಶ್ಮೀರದ ಯುವಕರಿಗೆ ಹೊಸ ಅವಕಾಶಗಳ ಬಾಗಿಲು ತೆರೆದಿದೆ. ಯಾವುದೇ ಭಯೋತ್ಪಾದಕ ಶಕ್ತಿ ನಮ್ಮ ಅಭಿವೃದ್ಧಿಯನ್ನು ತಡೆಯಲು ಸಾಧ್ಯವಿಲ್ಲ' ಎಂದು ಪ್ರಧಾನಿ ನರೇಂದ್ರ ಮೋದಿ ಹೇಳಿದ್ದಾರೆ. (52, 1321, 299, 1502)
side1-body: ಕ್ರೀಡಾಂಗಣದ ಬಳಿ ಕಾಲ್ತುಳಿತ ಸಂಭವಿಸಿ 11 ಜನ ಮೃತಪಟ್ಟಿದ್ದು, ಘಟನೆಯನ್ನು ಗಂಭೀರವಾಗಿ ಪರಿಗಣಿಸಿದ ರಾಜ್ಯ ಸರ್ಕಾರ ಬೆಂಗಳೂರು ನಗರ ಪೊಲೀಸ್ ಆಯುಕ್ತ ಬಿ ದಯಾನಂದ್ ಸೇರಿದಂತೆ ಹಲವು ಪೊಲೀಸ್ ಅಧಿಕಾರಿಗಳನ್ನು ಅಮಾನತು ಮಾಡಿದೆ. ದುರಂತಕ್ಕೆ ಸಂಬಂಧಿಸಿದಂತೆ ನಿನ್ನೆ ಐವರು ಪೊಲೀಸ್ ಅಧಿಕಾರಿಗಳನ್ನು ಅಮಾನತುಗೊಳಿಸಿದ್ದ ರಾಜ್ಯ ಸರ್ಕಾರ, ಮುಖ್ಯಮಂತ್ರಿ ಸಿದ್ದರಾಮಯ್ಯ ಅವರ ರಾಜಕೀಯ ಕಾರ್ಯದರ್ಶಿಯಾಗಿದ್ದ ಕೆ ಗೋವಿಂದರಾಜ್ ಅವರಿಗೂ ಗೇಟ್‌ಪಾಸ್ ನೀಡಲಾಗಿದೆ. (1061, 722, 1277, 878)
joshi-intro: ಮೈಸೂರು: 'ಆರ್‌ಸಿಬಿ ಆಟಗಾರರೊಂದಿಗೆ ಫೋಟೊ ತೆಗೆಸಿಕೊಂಡರೆ, ವಿಜಯದಲ್ಲಿ ನಮ್ಮ ಪಾಲು ಸಿಗುತ್ತದೆ ಎಂಬ ಜನಪ್ರಿಯತೆಯ ಭ್ರಮೆಯೇ ಅನಾಹುತಕ್ಕೆ ಕಾರಣ' ಎಂದು ಕೇಂದ್ರ ಸಚಿವ ಪ್ರಲ್ಹಾದ ಜೋಶಿ ಟೀಕಿಸಿದರು. (742, 1222, 941, 1288)
story-ashok (902, 1727, 1513, 2350)
ashok-body: ಸುದ್ದಿಗೋಷ್ಠಿಯಲ್ಲಿ ಮಾತನಾಡಿದ ಅವರು, ಸಾಧನಾ ಸಮಾವೇಶಕ್ಕೆ ಕೆಲವು ದಿನಗಳಿಂದ ಸಿದ್ಧತೆ ನಡೆಸಲಾಗಿತ್ತು. ಸಾವಿರಾರು ಪೊಲೀಸರನ್ನು ನಿಯೋಜಿಸಲಾಗಿತ್ತು. ಆದರೆ ಲಕ್ಷಾಂತರ ಜನ ಸೇರುವ ಆರ್‌ಸಿಬಿ ವಿಜಯೋತ್ಸವಕ್ಕೆ ಸರ್ಕಾರ ಯಾವುದೇ ಸಿದ್ಧತೆ ಮಾಡಿಕೊಂಡಿರಲಿಲ್ಲ ಎಂದು ಟೀಕಿಸಿದರು. ಸರ್ಕಾರ ತನ್ನ ವೈಫಲ್ಯವನ್ನು ಮುಚ್ಚಿಹಾಕಲು ಪೊಲೀಸ್ ಅಧಿಕಾರಿಗಳನ್ನು ಬಲಿಪಶು ಮಾಡಿದೆ. ಇದು ಖಂಡನೀಯ. ಅಧಿಕಾರಿಗಳು ಅನುಮತಿ ನಿರಾಕರಿಸಿದ್ದರೂ ಕಾರ್ಯಕ್ರಮ ಆಯೋಜಿಸಿದ್ದು ಯಾರು? ವಿಧಾನಸೌಧದ ಕಾರ್ಯಕ್ರಮಕ್ಕೆ ಜನರನ್ನು ಕರೆದಿದ್ದು ಯಾರು? ಉಪಮುಖ್ಯಮಂತ್ರಿ ಡಿ.ಕೆ.ಶಿವಕುಮಾರ್ ಅವರು ವಿಮಾನ ನಿಲ್ದಾಣಕ್ಕೆ ತೆರಳಿ ಆಟಗಾರರನ್ನು ಸ್ವಾಗತಿಸಿದರು. ಅಲ್ಲಿಂದಲೇ ಸಂಭ್ರಮಾಚರಣೆ ಆರಂಭವಾಯಿತು. ಜನರ ಜೀವ ಉಳಿಸುವ ಬದಲು ಪ್ರಚಾರಕ್ಕೆ ಆದ್ಯತೆ ನೀಡಲಾಯಿತು ಎಂದು ಆರೋಪಿಸಿದರು. ಈ ದುರಂತಕ್ಕೆ ಮುಖ್ಯಮಂತ್ರಿ ಸಿದ್ದರಾಮಯ್ಯ ಮತ್ತು ಉಪಮುಖ್ಯಮಂತ್ರಿ ಡಿ.ಕೆ.ಶಿವಕುಮಾರ್ ನೇರ ಹೊಣೆ. ಇಬ್ಬರೂ ರಾಜೀನಾಮೆ ನೀಡಬೇಕು. ಪ್ರಕರಣವನ್ನು ಹೈಕೋರ್ಟ್ ಹಾಲಿ ನ್ಯಾಯಮೂರ್ತಿಗಳಿಂದ ತನಿಖೆ ನಡೆಸಬೇಕು ಎಂದು ಆಗ್ರಹಿಸಿದರು. ಬಿಜೆಪಿ ಈ ವಿಷಯವನ್ನು ಸದನದಲ್ಲೂ ಪ್ರಸ್ತಾಪಿಸಲಿದೆ. ಮೃತರ ಕುಟುಂಬಗಳಿಗೆ ಸರ್ಕಾರ ಹೆಚ್ಚಿನ ಪರಿಹಾರ ನೀಡಬೇಕು. ಕಾಂಗ್ರೆಸ್ ನಾಯಕರು ಮೊಸಳೆ ಕಣ್ಣೀರು ಸುರಿಸುವುದನ್ನು ನಿಲ್ಲಿಸಬೇಕು ಎಂದು ಕಿಡಿಕಾರಿದರು. (902, 1935, 1212, 2233)
lead-byline: @ಸಮಗ್ರ ಪ್ರಭ ಸುದ್ದಿ (331, 540, 416, 554)
modi-photo (52, 1211, 149, 1318)
siddaramaiah-photo (572, 538, 1041, 1024)
nikhil-headline: ಆರ್‌ಸಿಬಿ ವಿಜಯೋತ್ಸವದ ಸಂದರ್ಭದಲ್ಲಿ ಸರ್ಕಾರದ ವಿಫಲತೆ ನಿಖಿಲ್ ಆಕ್ರೋಶ (1154, 1174, 1503, 1222)
side-story-govindaraju (1054, 538, 1284, 1044)
lead-col2: ಮತ್ತು ಇತರ ಐದು ಅಧಿಕಾರಿಗಳನ್ನು ಹಠಾತ್ತನೆ ಅಮಾನತುಗೊಳಿಸಿದ್ದಾರೆ' ಎಂದು ಹೇಳಿದರು. ಕಾಲ್ತುಳಿತಕ್ಕೆ ಮುಖ್ಯಮಂತ್ರಿ ಸಿದ್ದರಾಮಯ್ಯ, ಉಪಮುಖ್ಯಮಂತ್ರಿ ಶಿವಕುಮಾರ್ ಮತ್ತು ರಾಜ್ಯ ಗೃಹ ಸಚಿವ ಜಿ. ಪರಮೇಶ್ವರ ಸೇರಿದಂತೆ (572, 1036, 796, 1127)
story1-intro: ಬಳ್ಳಾರಿ: 'ಚಿನ್ನಸ್ವಾಮಿ ಕ್ರಿಕೆಟ್ ಮೈದಾನದ ಬಳಿ ನಡೆದ ದುರಂತಕ್ಕೆ ಡಿಕೆ ಶಿವಕುಮಾರ್ ಅವರ ಬಾಲಿಶ ನಡವಳಿಕೆ, ಮುಖ್ಯಮಂತ್ರಿ ಮತ್ತು ಸಚಿವರ ನಿರ್ಲಕ್ಷ್ಯ ಮತ್ತು (155, 410, 299, 474)
muthalik-byline: @ಸಮಗ್ರ ಪ್ರಭ ಸುದ್ದಿ (330, 1201, 415, 1216)
city-item: ಕೊಪ್ಪಳ (951, 171, 1043, 199)
